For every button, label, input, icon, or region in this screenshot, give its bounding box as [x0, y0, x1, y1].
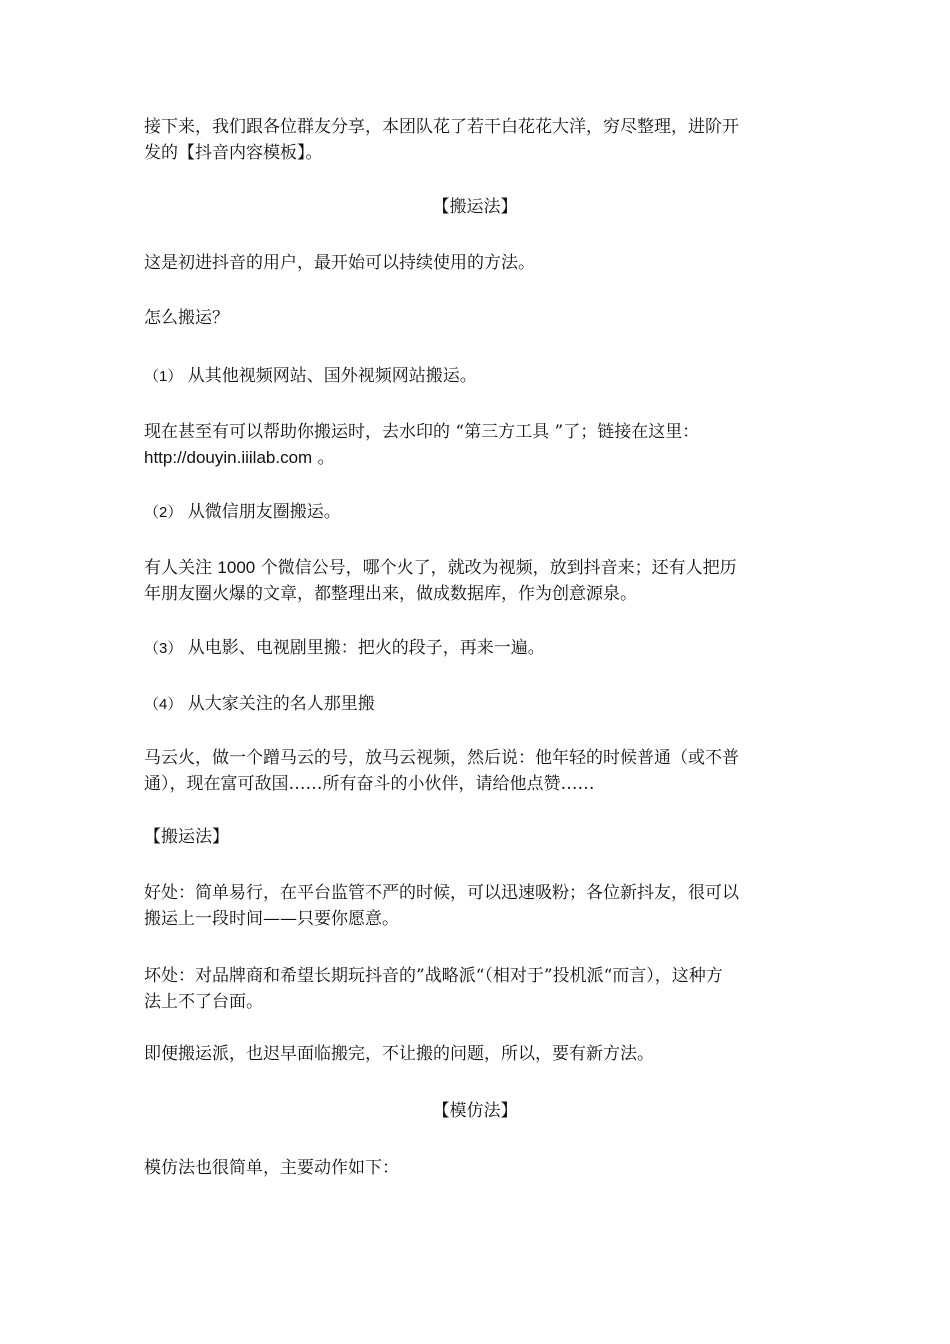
- cons-line-2: 法上不了台面。: [144, 992, 263, 1012]
- section-heading-banyun: 【搬运法】: [432, 197, 518, 217]
- cons-line-1: 坏处：对品牌商和希望长期玩抖音的”战略派“（相对于”投机派“而言），这种方: [144, 966, 723, 986]
- intro-line-2: 发的【抖音内容模板】。: [144, 143, 323, 163]
- mayun-line-2: 通），现在富可敌国……所有奋斗的小伙伴，请给他点赞……: [144, 774, 595, 794]
- paragraph-tool: [144, 419, 824, 471]
- tool-line-1: 现在甚至有可以帮助你搬运时，去水印的 “第三方工具 ”了；链接在这里：: [144, 422, 700, 442]
- list-item-3-number: （3）: [144, 640, 183, 657]
- intro-line-1: 接下来，我们跟各位群友分享，本团队花了若干白花花大洋，穷尽整理，进阶开: [144, 117, 739, 137]
- list-item-2-text: 从微信朋友圈搬运。: [187, 502, 341, 522]
- mayun-line-1: 马云火，做一个蹭马云的号，放马云视频，然后说：他年轻的时候普通（或不普: [144, 748, 739, 768]
- pros-line-1: 好处：简单易行，在平台监管不严的时候，可以迅速吸粉；各位新抖友，很可以: [144, 883, 739, 903]
- list-item-1: [144, 363, 824, 390]
- pros-line-2: 搬运上一段时间——只要你愿意。: [144, 909, 399, 929]
- paragraph-mayun: [144, 745, 824, 797]
- tool-line-2: [144, 445, 824, 471]
- wechat-line-1-b: 个微信公号，哪个火了，就改为视频，放到抖音来；还有人把历: [255, 558, 737, 578]
- wechat-line-1-number: 1000: [217, 558, 256, 577]
- paragraph-new-user: 这是初进抖音的用户，最开始可以持续使用的方法。: [144, 253, 535, 273]
- list-item-4: [144, 691, 824, 718]
- list-item-3-text: 从电影、电视剧里搬：把火的段子，再来一遍。: [187, 638, 545, 658]
- wechat-line-1-a: 有人关注: [144, 558, 218, 578]
- paragraph-mofang: 模仿法也很简单，主要动作如下：: [144, 1158, 399, 1178]
- list-item-2-number: （2）: [144, 504, 183, 521]
- wechat-line-1: [144, 555, 824, 581]
- wechat-line-2: 年朋友圈火爆的文章，都整理出来，做成数据库，作为创意源泉。: [144, 584, 637, 604]
- paragraph-even: 即便搬运派，也迟早面临搬完，不让搬的问题，所以，要有新方法。: [144, 1044, 654, 1064]
- paragraph-how: 怎么搬运？: [144, 308, 229, 328]
- list-item-3: [144, 635, 824, 662]
- tool-link-tail: 。: [312, 448, 335, 468]
- tool-link[interactable]: http://douyin.iiilab.com: [144, 448, 313, 467]
- paragraph-pros: [144, 880, 824, 932]
- list-item-4-text: 从大家关注的名人那里搬: [187, 694, 375, 714]
- section-heading-banyun-2: 【搬运法】: [144, 827, 229, 847]
- section-heading-mofang: 【模仿法】: [432, 1101, 518, 1121]
- intro-paragraph: [144, 114, 824, 166]
- list-item-2: [144, 499, 824, 526]
- list-item-1-text: 从其他视频网站、国外视频网站搬运。: [187, 366, 477, 386]
- list-item-4-number: （4）: [144, 696, 183, 713]
- paragraph-wechat: [144, 555, 824, 607]
- list-item-1-number: （1）: [144, 368, 183, 385]
- paragraph-cons: [144, 963, 824, 1015]
